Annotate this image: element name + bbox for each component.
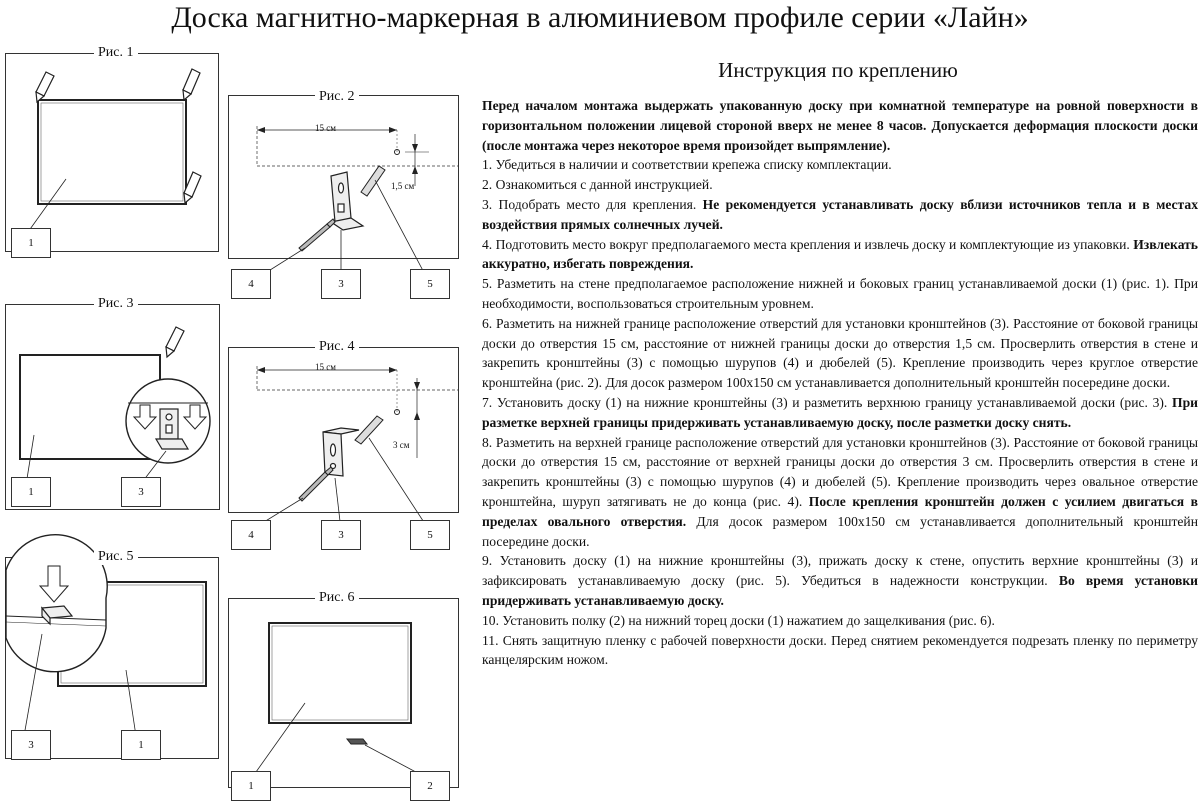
- callout-number: 3: [321, 520, 361, 550]
- pencil-icon: [166, 327, 184, 357]
- instruction-bold-text: Извлекать аккуратно, избегать повреждения.: [482, 236, 1198, 272]
- figure-2-drawing: [229, 96, 458, 296]
- figure-label: Рис. 1: [94, 45, 138, 61]
- instructions-heading: Инструкция по креплению: [718, 58, 958, 82]
- instruction-paragraph: [482, 611, 1198, 631]
- figure-1-drawing: [6, 54, 218, 251]
- instruction-paragraph: [482, 96, 1198, 155]
- pencil-icon: [36, 72, 54, 102]
- figure-2: [228, 89, 459, 259]
- callout-number: 2: [410, 771, 450, 801]
- screw-icon: [299, 219, 335, 251]
- figure-1: [5, 45, 219, 252]
- instruction-paragraph: [482, 631, 1198, 671]
- instruction-bold-text: После крепления кронштейн должен с усилием двигаться в пределах овального отверстия.: [482, 493, 1198, 529]
- callout-number: 1: [121, 730, 161, 760]
- figure-5-drawing: [6, 558, 218, 758]
- instruction-bold-text: Не рекомендуется устанавливать доску вблизи источников тепла и в местах воздействия прямых солнечных лучей.: [482, 196, 1198, 232]
- instruction-text: 11. Снять защитную пленку с рабочей поверхности доски. Перед снятием рекомендуется подрезать пленку по периметру канцелярским ножом.: [482, 632, 1198, 668]
- instruction-text: 3. Подобрать место для крепления.: [482, 196, 703, 212]
- instruction-bold-text: Перед началом монтажа выдержать упакованную доску при комнатной температуре на ровной поверхности в горизонтальном положении лицевой стороной вверх не менее 8 часов. Допускается деформация плоскости доски (после монтажа через некоторое время произойдет выпрямление).: [482, 98, 1198, 153]
- callout-number: 1: [11, 228, 51, 258]
- figure-label: Рис. 4: [315, 339, 359, 355]
- dimension-label: 3 см: [393, 440, 410, 450]
- callout-number: 5: [410, 269, 450, 299]
- pencil-icon: [183, 69, 200, 100]
- instruction-text: 9. Установить доску (1) на нижние кронштейны (3), прижать доску к стене, опустить верхние кронштейны (3) и зафиксировать устанавливаемую доску (рис. 5). Убедиться в надежности конструкции.: [482, 553, 1198, 589]
- figure-label: Рис. 5: [94, 549, 138, 565]
- callout-number: 4: [231, 269, 271, 299]
- instruction-text: 7. Установить доску (1) на нижние кронштейны (3) и разметить верхнюю границу устанавливаемой доски (рис. 3).: [482, 394, 1173, 410]
- shelf-icon: [347, 739, 367, 744]
- instruction-paragraph: [482, 433, 1198, 552]
- figure-3: [5, 296, 220, 510]
- callout-number: 3: [321, 269, 361, 299]
- bracket-icon: [331, 172, 363, 230]
- callout-number: 5: [410, 520, 450, 550]
- instruction-text: 1. Убедиться в наличии и соответствии крепежа списку комплектации.: [482, 157, 892, 173]
- figure-4: [228, 339, 459, 513]
- callout-number: 3: [121, 477, 161, 507]
- instruction-text: 8. Разметить на верхней границе расположение отверстий для установки кронштейнов (3). Расстояние от боковой границы доски до отверстия 15 см, расстояние от верхней границы доски до отверстия 3 см. Просверлить отверстия в стене и закрепить кронштейны (3) с помощью шурупов (4) и дюбелей (5). Крепление производить через овальное отверстие кронштейна, шуруп затягивать не до конца (рис. 4).: [482, 434, 1198, 509]
- callout-number: 1: [11, 477, 51, 507]
- page-title: Доска магнитно-маркерная в алюминиевом профиле серии «Лайн»: [171, 1, 1029, 34]
- instruction-paragraph: [482, 155, 1198, 175]
- figure-4-drawing: [229, 348, 458, 548]
- instruction-paragraph: [482, 235, 1198, 275]
- instruction-text: 5. Разметить на стене предполагаемое расположение нижней и боковых границ устанавливаемой доски (1) (рис. 1). При необходимости, воспользоваться строительным уровнем.: [482, 276, 1198, 311]
- instruction-paragraph: [482, 314, 1198, 393]
- instruction-bold-text: Во время установки придерживать устанавливаемую доску.: [482, 573, 1199, 608]
- instruction-paragraph: [482, 274, 1198, 314]
- instruction-text: 2. Ознакомиться с данной инструкцией.: [482, 177, 713, 193]
- instruction-paragraph: [482, 175, 1198, 195]
- figure-label: Рис. 3: [94, 296, 138, 312]
- screw-icon: [299, 467, 333, 501]
- instruction-paragraph: [482, 195, 1198, 235]
- instruction-bold-text: При разметке верхней границы придерживать устанавливаемую доску, после разметки доску снять.: [482, 394, 1198, 430]
- callout-number: 1: [231, 771, 271, 801]
- dowel-icon: [355, 416, 383, 444]
- dimension-label: 15 см: [315, 362, 336, 372]
- instruction-paragraph: [482, 551, 1198, 610]
- instructions-text: [482, 96, 1198, 670]
- callout-number: 4: [231, 520, 271, 550]
- instruction-text: 6. Разметить на нижней границе расположение отверстий для установки кронштейнов (3). Расстояние от боковой границы доски до отверстия 15 см, расстояние от нижней границы доски до отверстия 1,5 см. Просверлить отверстия в стене и закрепить кронштейны (3) с помощью шурупов (4) и дюбелей (5). Крепление производить через круглое отверстие кронштейна (рис. 2). Для досок размером 100х150 см устанавливается дополнительный кронштейн посередине доски.: [482, 315, 1198, 391]
- dimension-label: 15 см: [315, 123, 336, 133]
- callout-number: 3: [11, 730, 51, 760]
- figure-6: [228, 590, 459, 788]
- figure-label: Рис. 6: [315, 590, 359, 606]
- figure-label: Рис. 2: [315, 89, 359, 105]
- instruction-text: Для досок размером 100х150 см устанавливается дополнительный кронштейн посередине доски.: [482, 513, 1198, 549]
- instruction-text: 4. Подготовить место вокруг предполагаемого места крепления и извлечь доску и комплектующие из упаковки.: [482, 236, 1134, 252]
- instruction-paragraph: [482, 393, 1198, 433]
- instruction-text: 10. Установить полку (2) на нижний торец доски (1) нажатием до защелкивания (рис. 6).: [482, 612, 995, 628]
- figure-5: [5, 549, 219, 759]
- dimension-label: 1,5 см: [391, 181, 415, 191]
